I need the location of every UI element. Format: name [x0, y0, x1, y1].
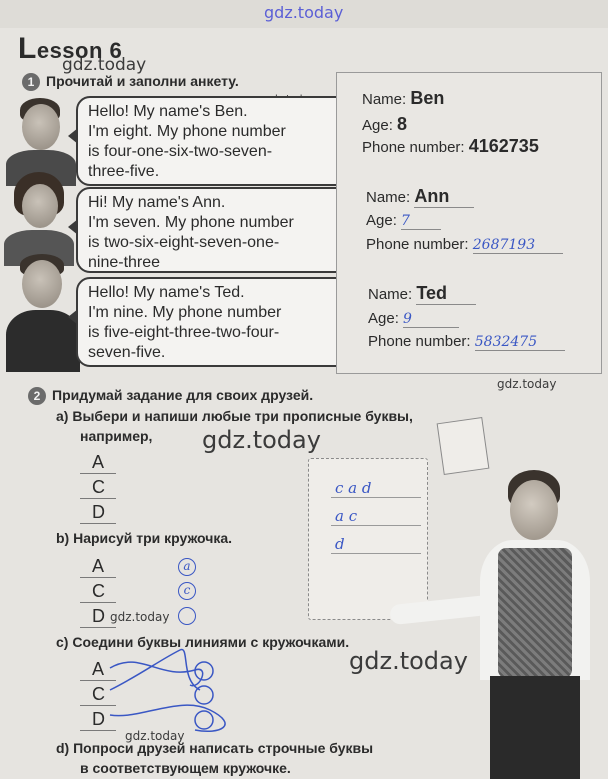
task-b-text: b) Нарисуй три кружочка.: [56, 530, 233, 546]
paper-flag: [437, 417, 490, 475]
task-d-line1: d) Попроси друзей написать строчные буквы: [56, 740, 374, 756]
letter-c-3: D: [80, 709, 116, 731]
watermark: gdz.today: [202, 426, 321, 454]
watermark: gdz.today: [110, 610, 170, 624]
watermark: gdz.today: [349, 647, 468, 675]
letter-c-2: C: [80, 684, 116, 706]
task-c-text: c) Соедини буквы линиями с кружочками.: [56, 634, 350, 650]
letter-a-3: D: [80, 502, 116, 524]
form-ann-age: Age: 7: [366, 212, 441, 230]
speech-bubble-ben: Hello! My name's Ben. I'm eight. My phone number is four-one-six-two-seven- three-five.: [76, 96, 354, 186]
task-a-line2: например,: [80, 428, 153, 444]
exercise-2-instruction: Придумай задание для своих друзей.: [52, 387, 314, 403]
letter-a-1: A: [80, 452, 116, 474]
task-a-line1: a) Выбери и напиши любые три прописные буквы,: [56, 408, 413, 424]
exercise-number-1: 1: [22, 73, 40, 91]
exercise-number-2: 2: [28, 387, 46, 405]
form-ann-name: Name: Ann: [366, 186, 474, 208]
watermark: gdz.today: [125, 729, 185, 743]
connecting-scribbles: [100, 640, 260, 740]
form-ben-name: Name: Ben: [362, 88, 445, 108]
watermark-top: gdz.today: [264, 3, 344, 22]
letter-b-1: A: [80, 556, 116, 578]
drawn-circle-d: [178, 607, 196, 625]
card-handwriting-1: c a d: [335, 479, 372, 497]
form-ben-age: Age: 8: [362, 114, 408, 134]
letter-b-3: D: [80, 606, 116, 628]
letter-c-1: A: [80, 659, 116, 681]
form-ted-name: Name: Ted: [368, 283, 476, 305]
form-ted-age: Age: 9: [368, 310, 459, 328]
speech-bubble-ted: Hello! My name's Ted. I'm nine. My phone number is five-eight-three-two-four- seven-five.: [76, 277, 354, 367]
drawn-circle-a: a: [178, 558, 196, 576]
letter-b-2: C: [80, 581, 116, 603]
card-handwriting-3: d: [335, 535, 345, 553]
watermark: gdz.today: [497, 377, 557, 391]
task-d-line2: в соответствующем кружочке.: [80, 760, 291, 776]
letter-a-2: C: [80, 477, 116, 499]
speech-bubble-ann: Hi! My name's Ann. I'm seven. My phone number is two-six-eight-seven-one- nine-three: [76, 187, 354, 273]
form-ted-phone: Phone number: 5832475: [368, 333, 565, 351]
card-handwriting-2: a c: [335, 507, 358, 525]
boy-photo: [380, 470, 608, 779]
form-ann-phone: Phone number: 2687193: [366, 236, 563, 254]
exercise-1-instruction: Прочитай и заполни анкету.: [46, 73, 239, 89]
watermark: gdz.today: [62, 55, 147, 75]
drawn-circle-c: c: [178, 582, 196, 600]
lesson-title: Lesson 6: [18, 32, 123, 65]
form-ben-phone: Phone number: 4162735: [362, 136, 539, 156]
